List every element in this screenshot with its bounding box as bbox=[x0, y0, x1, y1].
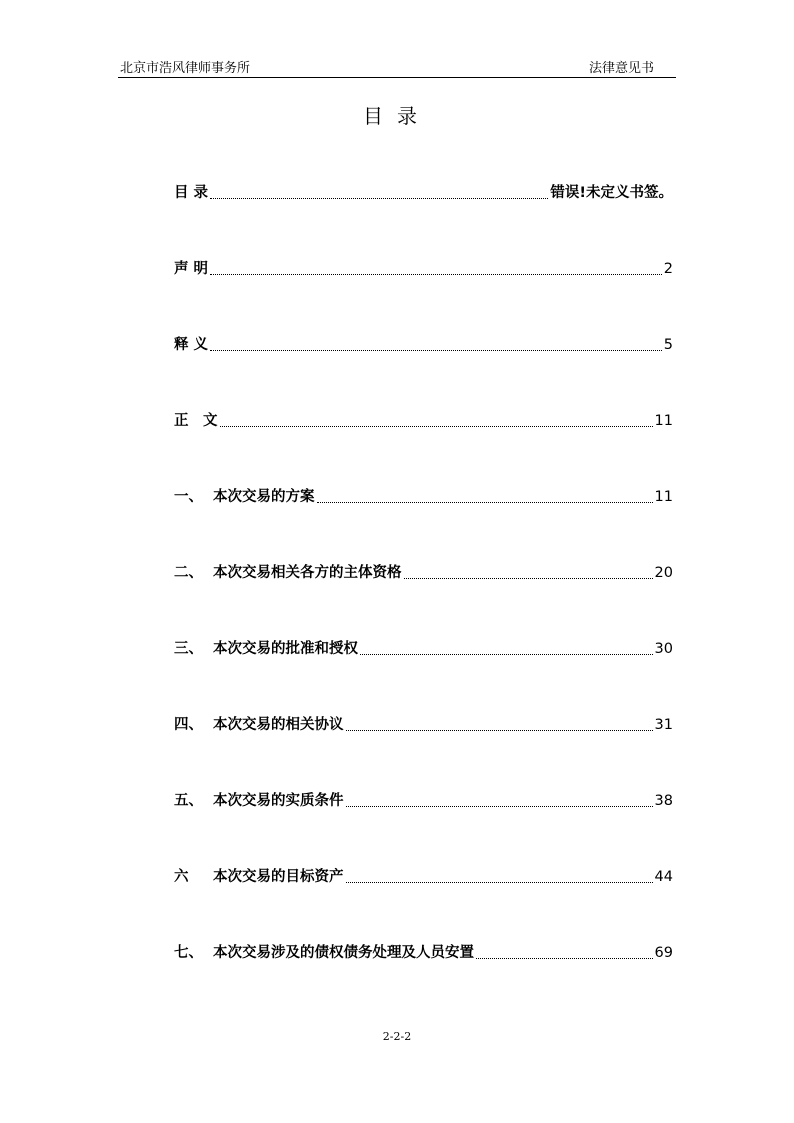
toc-dot-leader bbox=[220, 426, 653, 427]
toc-entry-page: 5 bbox=[663, 337, 673, 353]
toc-entry-page: 38 bbox=[654, 793, 673, 809]
toc-dot-leader bbox=[360, 654, 653, 655]
toc-entry[interactable] bbox=[174, 483, 673, 507]
toc-entry-page: 20 bbox=[654, 565, 673, 581]
toc-entry-label: 本次交易的相关协议 bbox=[213, 717, 344, 733]
toc-entry-number: 二、 bbox=[174, 565, 203, 581]
toc-entry[interactable] bbox=[174, 255, 673, 279]
toc-entry[interactable] bbox=[174, 635, 673, 659]
toc-entry-label: 声 明 bbox=[174, 261, 209, 277]
toc-entry-number: 五、 bbox=[174, 793, 203, 809]
toc-entry-label: 本次交易的方案 bbox=[213, 489, 315, 505]
toc-entry-label: 本次交易相关各方的主体资格 bbox=[213, 565, 402, 581]
toc-dot-leader bbox=[317, 502, 653, 503]
toc-entry-number: 四、 bbox=[174, 717, 203, 733]
toc-entry-page: 11 bbox=[654, 413, 673, 429]
toc-dot-leader bbox=[346, 882, 653, 883]
toc-entry-label: 目 录 bbox=[174, 185, 209, 201]
toc-entry-page: 11 bbox=[654, 489, 673, 505]
toc-entry-page: 30 bbox=[654, 641, 673, 657]
toc-entry-page: 31 bbox=[654, 717, 673, 733]
toc-entry-label: 本次交易涉及的债权债务处理及人员安置 bbox=[213, 945, 474, 961]
toc-entry[interactable] bbox=[174, 179, 673, 203]
page-header bbox=[118, 56, 676, 78]
toc-entry-page: 2 bbox=[663, 261, 673, 277]
toc-dot-leader bbox=[346, 806, 653, 807]
toc-dot-leader bbox=[210, 198, 548, 199]
toc-entry-number: 七、 bbox=[174, 945, 203, 961]
toc-entry-number: 三、 bbox=[174, 641, 203, 657]
header-document-type: 法律意见书 bbox=[588, 61, 654, 76]
toc-entry-number: 六 bbox=[174, 869, 189, 885]
toc-entry-page: 错误!未定义书签。 bbox=[550, 185, 673, 201]
toc-entry-label: 本次交易的批准和授权 bbox=[213, 641, 358, 657]
toc-dot-leader bbox=[210, 350, 662, 351]
page-number: 2-2-2 bbox=[382, 1030, 412, 1043]
toc-entry-label: 释 义 bbox=[174, 337, 209, 353]
toc-entry[interactable] bbox=[174, 711, 673, 735]
toc-entry[interactable] bbox=[174, 939, 673, 963]
toc-dot-leader bbox=[346, 730, 653, 731]
toc-dot-leader bbox=[210, 274, 662, 275]
toc-entry-label: 本次交易的实质条件 bbox=[213, 793, 344, 809]
toc-entry[interactable] bbox=[174, 787, 673, 811]
toc-entry-label: 本次交易的目标资产 bbox=[213, 869, 344, 885]
toc-entry[interactable] bbox=[174, 559, 673, 583]
page-title: 目录 bbox=[363, 104, 431, 128]
header-firm-name: 北京市浩风律师事务所 bbox=[120, 61, 251, 76]
toc-entry-page: 44 bbox=[654, 869, 673, 885]
toc-dot-leader bbox=[404, 578, 653, 579]
toc-entry[interactable] bbox=[174, 863, 673, 887]
toc-entry[interactable] bbox=[174, 407, 673, 431]
toc-entry-number: 一、 bbox=[174, 489, 203, 505]
toc-entry-label: 正 文 bbox=[174, 413, 218, 429]
toc-entry[interactable] bbox=[174, 331, 673, 355]
toc-dot-leader bbox=[476, 958, 653, 959]
toc-entry-page: 69 bbox=[654, 945, 673, 961]
